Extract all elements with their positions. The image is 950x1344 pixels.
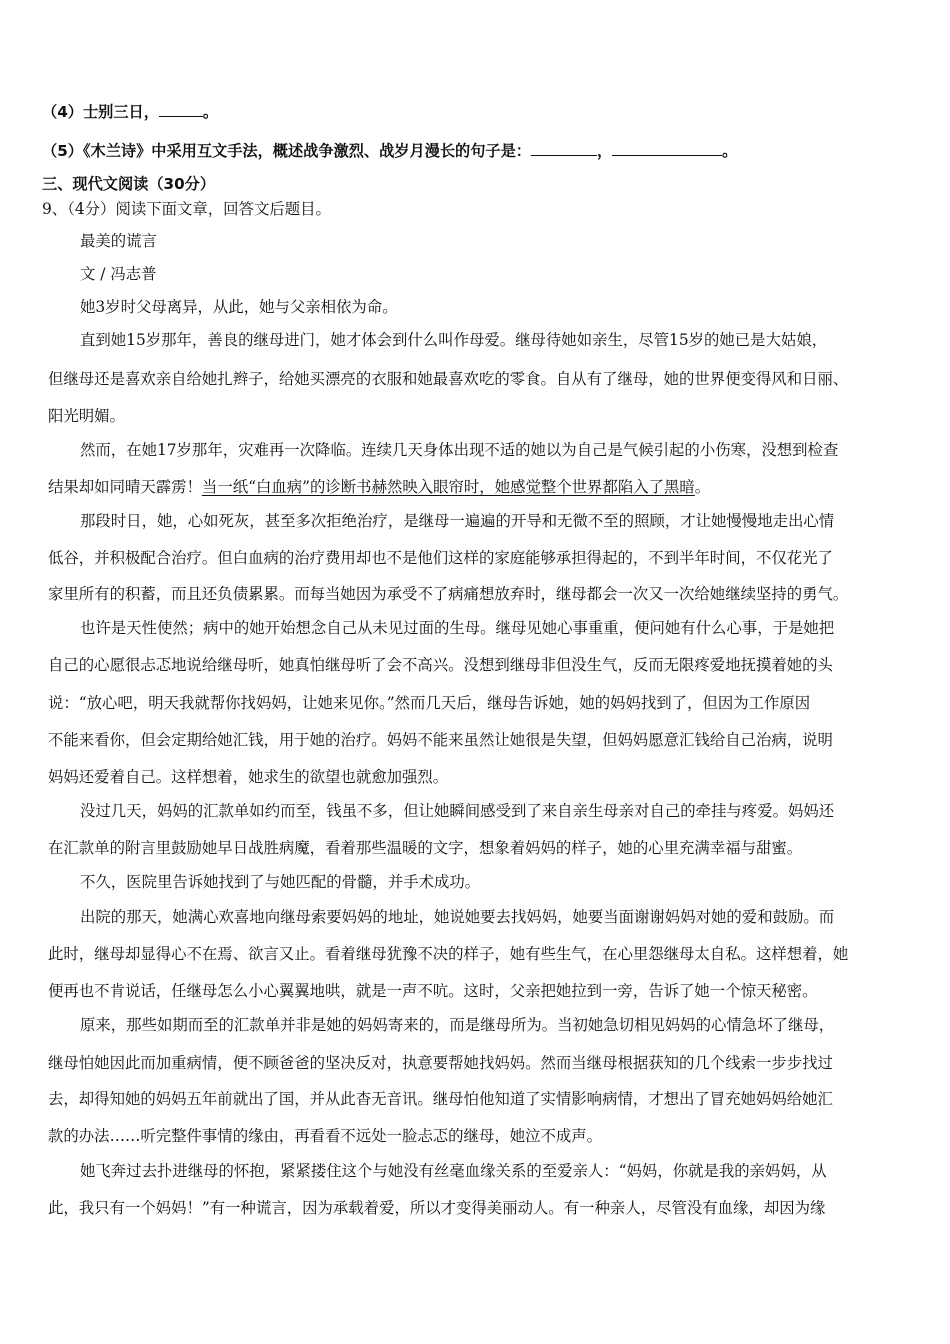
paragraph-3-line <box>48 477 710 497</box>
paragraph-5-line: 不能来看你，但会定期给她汇钱，用于她的治疗。妈妈不能来虽然让她很是失望，但妈妈愿意汇钱给自己治病，说明 <box>48 731 833 749</box>
section-heading: 三、现代文阅读（30分） <box>42 175 216 193</box>
question-5 <box>42 140 737 161</box>
question-5-end: 。 <box>722 142 738 160</box>
paragraph-1: 她3岁时父母离异，从此，她与父亲相依为命。 <box>80 298 398 316</box>
article-title: 最美的谎言 <box>80 232 157 250</box>
answer-blank[interactable] <box>159 101 203 117</box>
paragraph-9-line: 原来，那些如期而至的汇款单并非是她的妈妈寄来的，而是继母所为。当初她急切相见妈妈的心情急坏了继母， <box>80 1016 835 1034</box>
paragraph-4-line: 家里所有的积蓄，而且还负债累累。而每当她因为承受不了病痛想放弃时，继母都会一次又一次给她继续坚持的勇气。 <box>48 585 849 603</box>
paragraph-2-line: 阳光明媚。 <box>48 407 125 425</box>
paragraph-8-line: 此时，继母却显得心不在焉、欲言又止。看着继母犹豫不决的样子，她有些生气，在心里怨继母太自私。这样想着，她 <box>48 945 849 963</box>
paragraph-8-line: 便再也不肯说话，任继母怎么小心翼翼地哄，就是一声不吭。这时，父亲把她拉到一旁，告诉了她一个惊天秘密。 <box>48 982 818 1000</box>
paragraph-5-line: 自己的心愿很忐忑地说给继母听，她真怕继母听了会不高兴。没想到继母非但没生气，反而无限疼爱地抚摸着她的头 <box>48 656 833 674</box>
question-4-text: （4）士别三日， <box>42 103 159 121</box>
paragraph-10-line: 她飞奔过去扑进继母的怀抱，紧紧搂住这个与她没有丝毫血缘关系的至爱亲人：“妈妈，你就是我的亲妈妈，从 <box>80 1162 827 1180</box>
paragraph-3-line: 然而，在她17岁那年，灾难再一次降临。连续几天身体出现不适的她以为自己是气候引起的小伤寒，没想到检查 <box>80 441 839 459</box>
paragraph-10-line: 此，我只有一个妈妈！”有一种谎言，因为承载着爱，所以才变得美丽动人。有一种亲人，尽管没有血缘，却因为缘 <box>48 1199 826 1217</box>
paragraph-8-line: 出院的那天，她满心欢喜地向继母索要妈妈的地址，她说她要去找妈妈，她要当面谢谢妈妈对她的爱和鼓励。而 <box>80 908 835 926</box>
answer-blank[interactable] <box>612 140 722 156</box>
paragraph-5-line: 也许是天性使然；病中的她开始想念自己从未见过面的生母。继母见她心事重重，便问她有什么心事，于是她把 <box>80 619 835 637</box>
question-4 <box>42 101 218 122</box>
paragraph-9-line: 款的办法……听完整件事情的缘由，再看看不远处一脸忐忑的继母，她泣不成声。 <box>48 1127 603 1145</box>
paragraph-5-line: 妈妈还爱着自己。这样想着，她求生的欲望也就愈加强烈。 <box>48 768 449 786</box>
paragraph-9-line: 去，却得知她的妈妈五年前就出了国，并从此杳无音讯。继母怕他知道了实情影响病情，才想出了冒充她妈妈给她汇 <box>48 1090 833 1108</box>
question-4-end: 。 <box>202 103 219 121</box>
question-9-intro: 9、（4分）阅读下面文章，回答文后题目。 <box>42 200 331 218</box>
paragraph-4-line: 低谷，并积极配合治疗。但白血病的治疗费用却也不是他们这样的家庭能够承担得起的，不到半年时间，不仅花光了 <box>48 549 833 567</box>
paragraph-6-line: 在汇款单的附言里鼓励她早日战胜病魔，看着那些温暖的文字，想象着妈妈的样子，她的心里充满幸福与甜蜜。 <box>48 839 803 857</box>
paragraph-5-line: 说：“放心吧，明天我就帮你找妈妈，让她来见你。”然而几天后，继母告诉她，她的妈妈找到了，但因为工作原因 <box>48 694 811 712</box>
paragraph-3-end: 。 <box>694 478 711 496</box>
paragraph-3-text: 结果却如同晴天霹雳！ <box>48 478 202 496</box>
paragraph-6-line: 没过几天，妈妈的汇款单如约而至，钱虽不多，但让她瞬间感受到了来自亲生母亲对自己的牵挂与疼爱。妈妈还 <box>80 802 835 820</box>
question-5-sep: ， <box>596 142 613 160</box>
paragraph-2-line: 但继母还是喜欢亲自给她扎辫子，给她买漂亮的衣服和她最喜欢吃的零食。自从有了继母，她的世界便变得风和日丽、 <box>48 370 849 388</box>
underlined-sentence: 当一纸“白血病”的诊断书赫然映入眼帘时，她感觉整个世界都陷入了黑暗 <box>201 478 695 496</box>
paragraph-7: 不久，医院里告诉她找到了与她匹配的骨髓，并手术成功。 <box>80 873 481 891</box>
article-author: 文 / 冯志普 <box>80 265 157 283</box>
paragraph-4-line: 那段时日，她，心如死灰，甚至多次拒绝治疗，是继母一遍遍的开导和无微不至的照顾，才让她慢慢地走出心情 <box>80 512 835 530</box>
answer-blank[interactable] <box>531 140 597 156</box>
paragraph-2-line: 直到她15岁那年，善良的继母进门，她才体会到什么叫作母爱。继母待她如亲生，尽管15岁的她已是大姑娘， <box>80 331 828 349</box>
paragraph-9-line: 继母怕她因此而加重病情，便不顾爸爸的坚决反对，执意要帮她找妈妈。然而当继母根据获知的几个线索一步步找过 <box>48 1054 833 1072</box>
question-5-text: （5）《木兰诗》中采用互文手法，概述战争激烈、战岁月漫长的句子是： <box>42 142 531 160</box>
